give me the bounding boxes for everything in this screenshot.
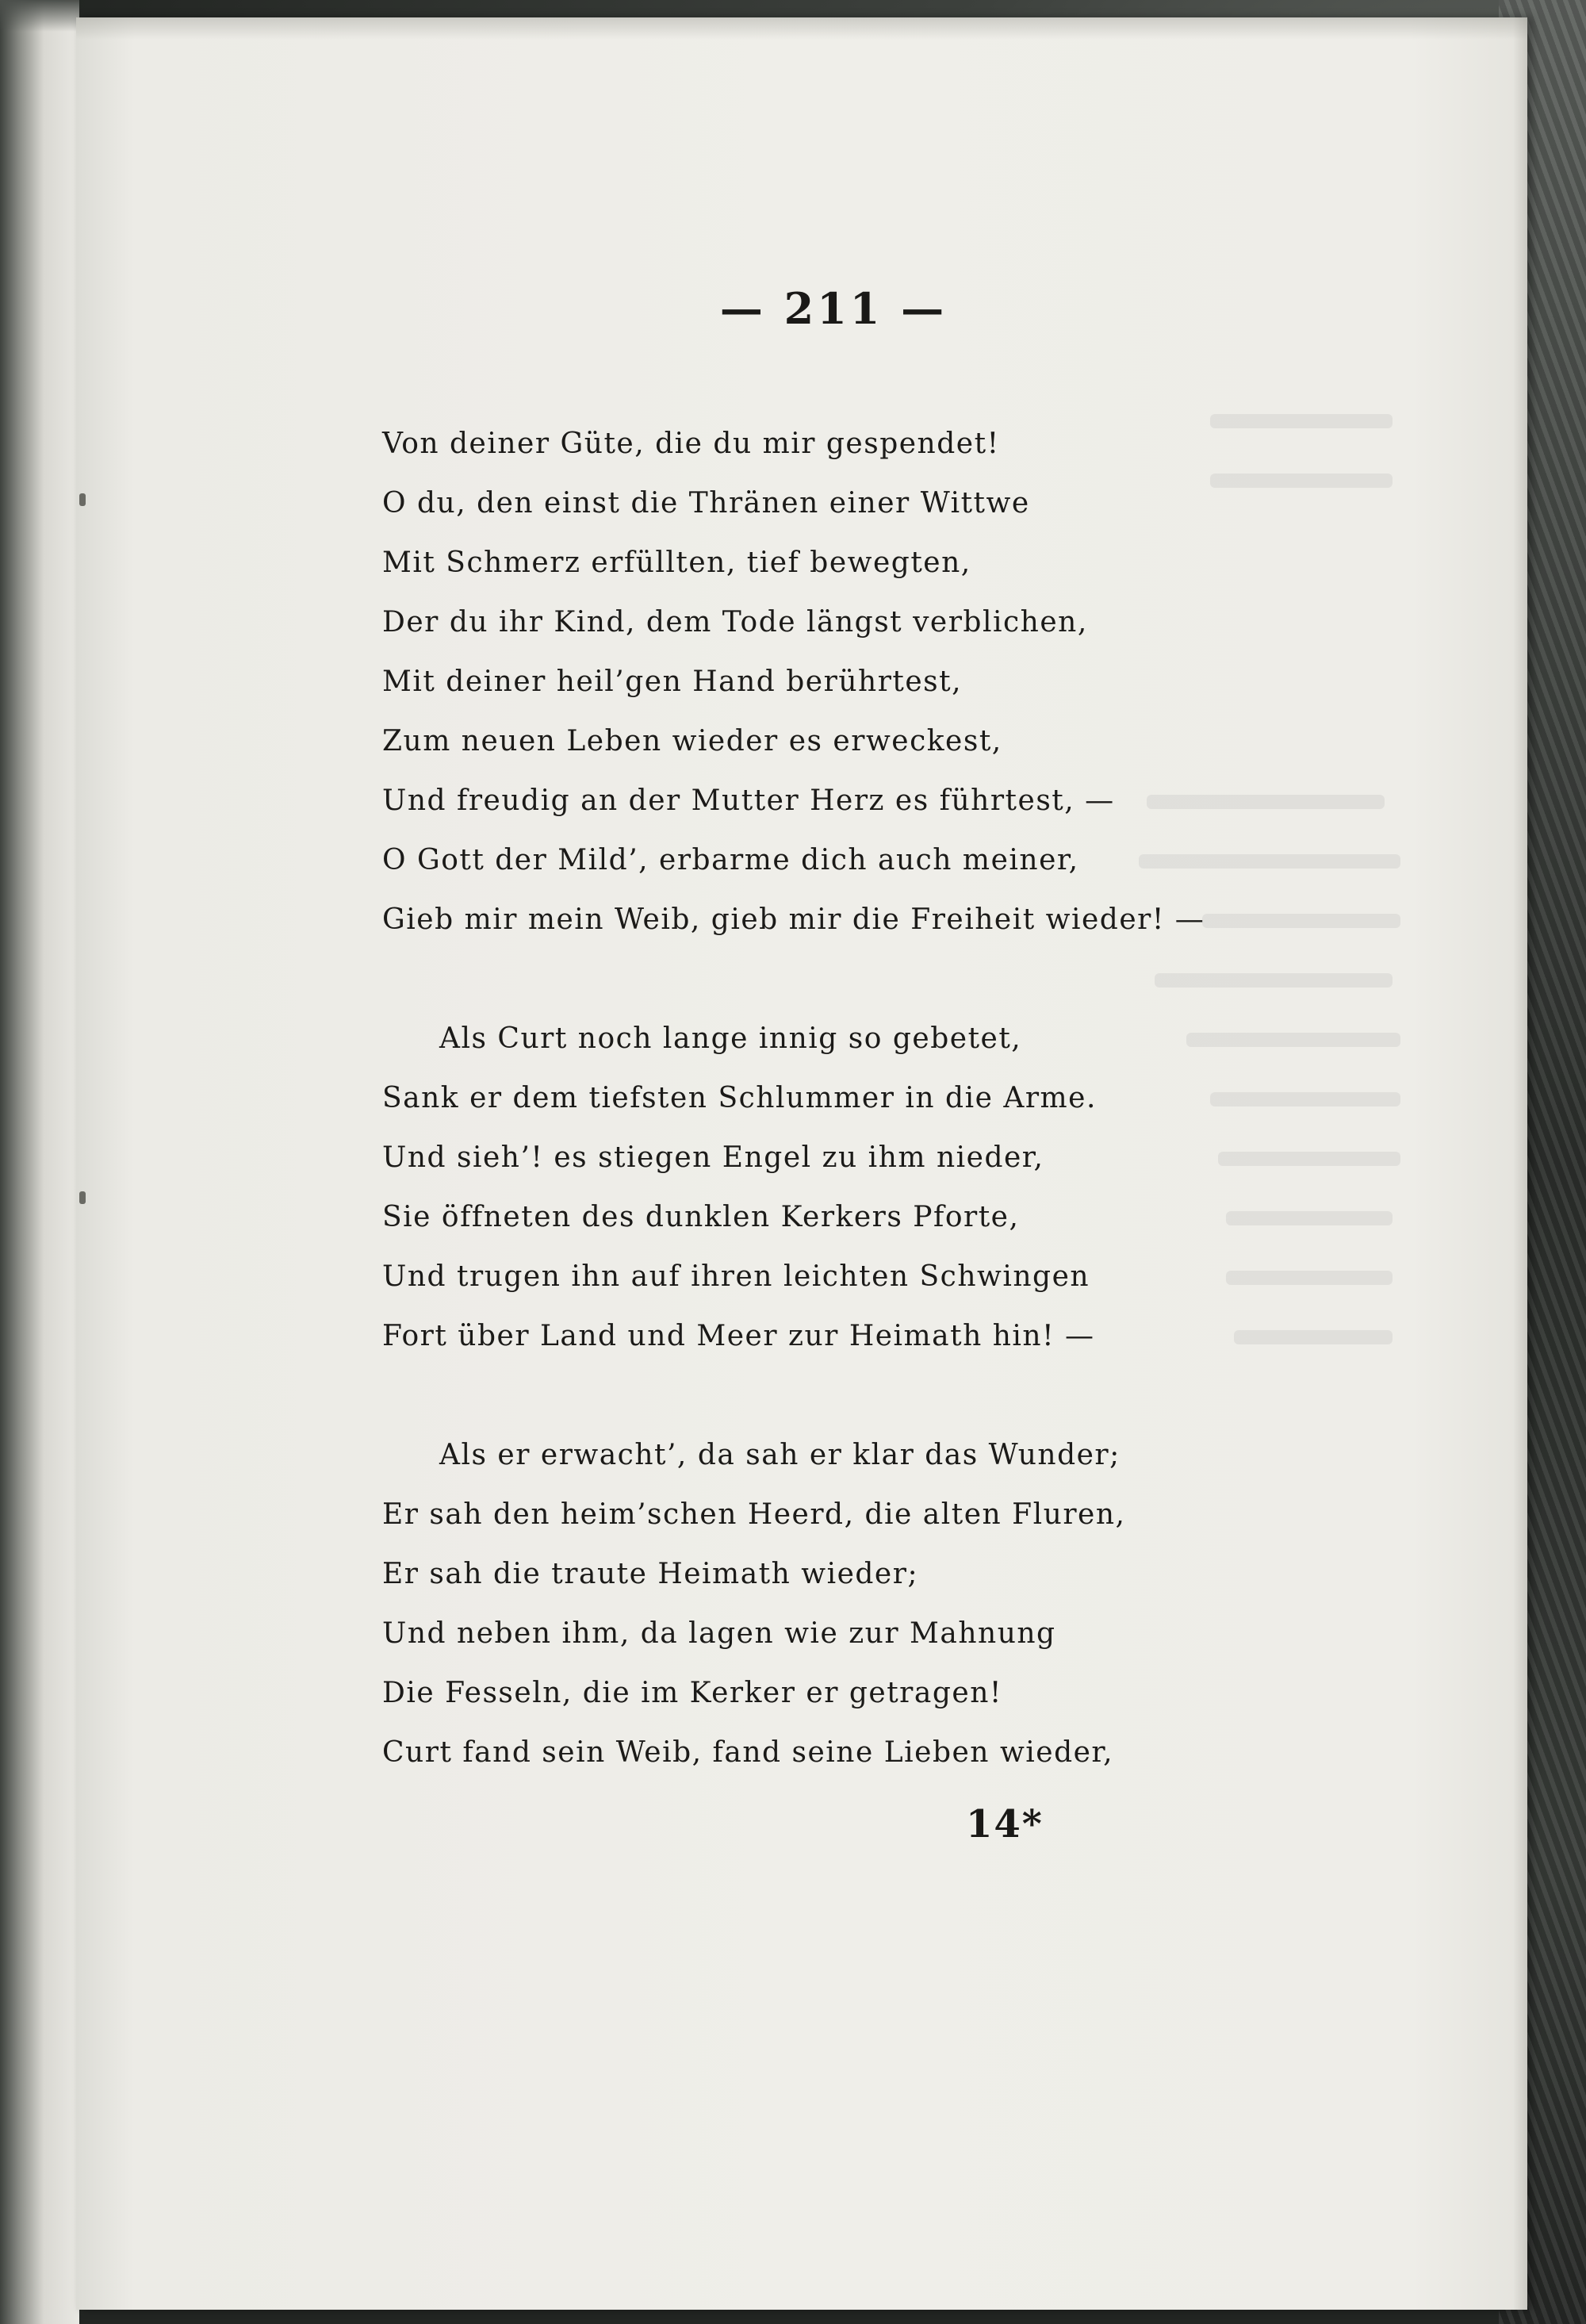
poem-line: Von deiner Güte, die du mir gespendet! [382,428,1000,460]
previous-leaf-shadow [0,0,79,32]
poem-text [382,414,1366,1782]
previous-leaf-edge [0,0,79,2324]
stanza-break [382,949,1366,1009]
poem-line: Mit Schmerz erfüllten, tief bewegten, [382,546,971,579]
poem-line: Die Fesseln, die im Kerker er getragen! [382,1677,1002,1709]
poem-line: Fort über Land und Meer zur Heimath hin! — [382,1320,1095,1352]
poem-line: Er sah die traute Heimath wieder; [382,1558,919,1590]
stanza-break [382,1366,1366,1425]
poem-line: Curt fand sein Weib, fand seine Lieben wieder, [382,1736,1114,1769]
poem-line: Der du ihr Kind, dem Tode längst verblichen, [382,606,1088,639]
poem-line: Sank er dem tiefsten Schlummer in die Arme. [382,1082,1097,1114]
page-number: — 211 — [719,283,948,334]
poem-line: Und trugen ihn auf ihren leichten Schwingen [382,1260,1090,1293]
page-top-shadow [76,17,1527,40]
poem-line: Als Curt noch lange innig so gebetet, [439,1022,1022,1055]
poem-line: Mit deiner heil’gen Hand berührtest, [382,665,963,698]
poem-line: Er sah den heim’schen Heerd, die alten Fluren, [382,1498,1126,1531]
poem-line: Als er erwacht’, da sah er klar das Wunder; [439,1439,1121,1471]
poem-line: Gieb mir mein Weib, gieb mir die Freiheit wieder! — [382,903,1205,936]
page-right-edge [1513,17,1527,2310]
poem-line: Und sieh’! es stiegen Engel zu ihm nieder, [382,1141,1044,1174]
poem-line: Und neben ihm, da lagen wie zur Mahnung [382,1617,1056,1650]
poem-line: O du, den einst die Thränen einer Wittwe [382,487,1030,520]
poem-line: Sie öffneten des dunklen Kerkers Pforte, [382,1201,1020,1233]
poem-line: Zum neuen Leben wieder es erweckest, [382,725,1002,757]
margin-mark [79,1191,86,1204]
poem-line: Und freudig an der Mutter Herz es führtest, — [382,784,1115,817]
printer-signature-mark: 14* [966,1802,1044,1847]
book-page [76,17,1527,2310]
poem-line: O Gott der Mild’, erbarme dich auch meiner, [382,844,1079,876]
margin-mark [79,493,86,506]
